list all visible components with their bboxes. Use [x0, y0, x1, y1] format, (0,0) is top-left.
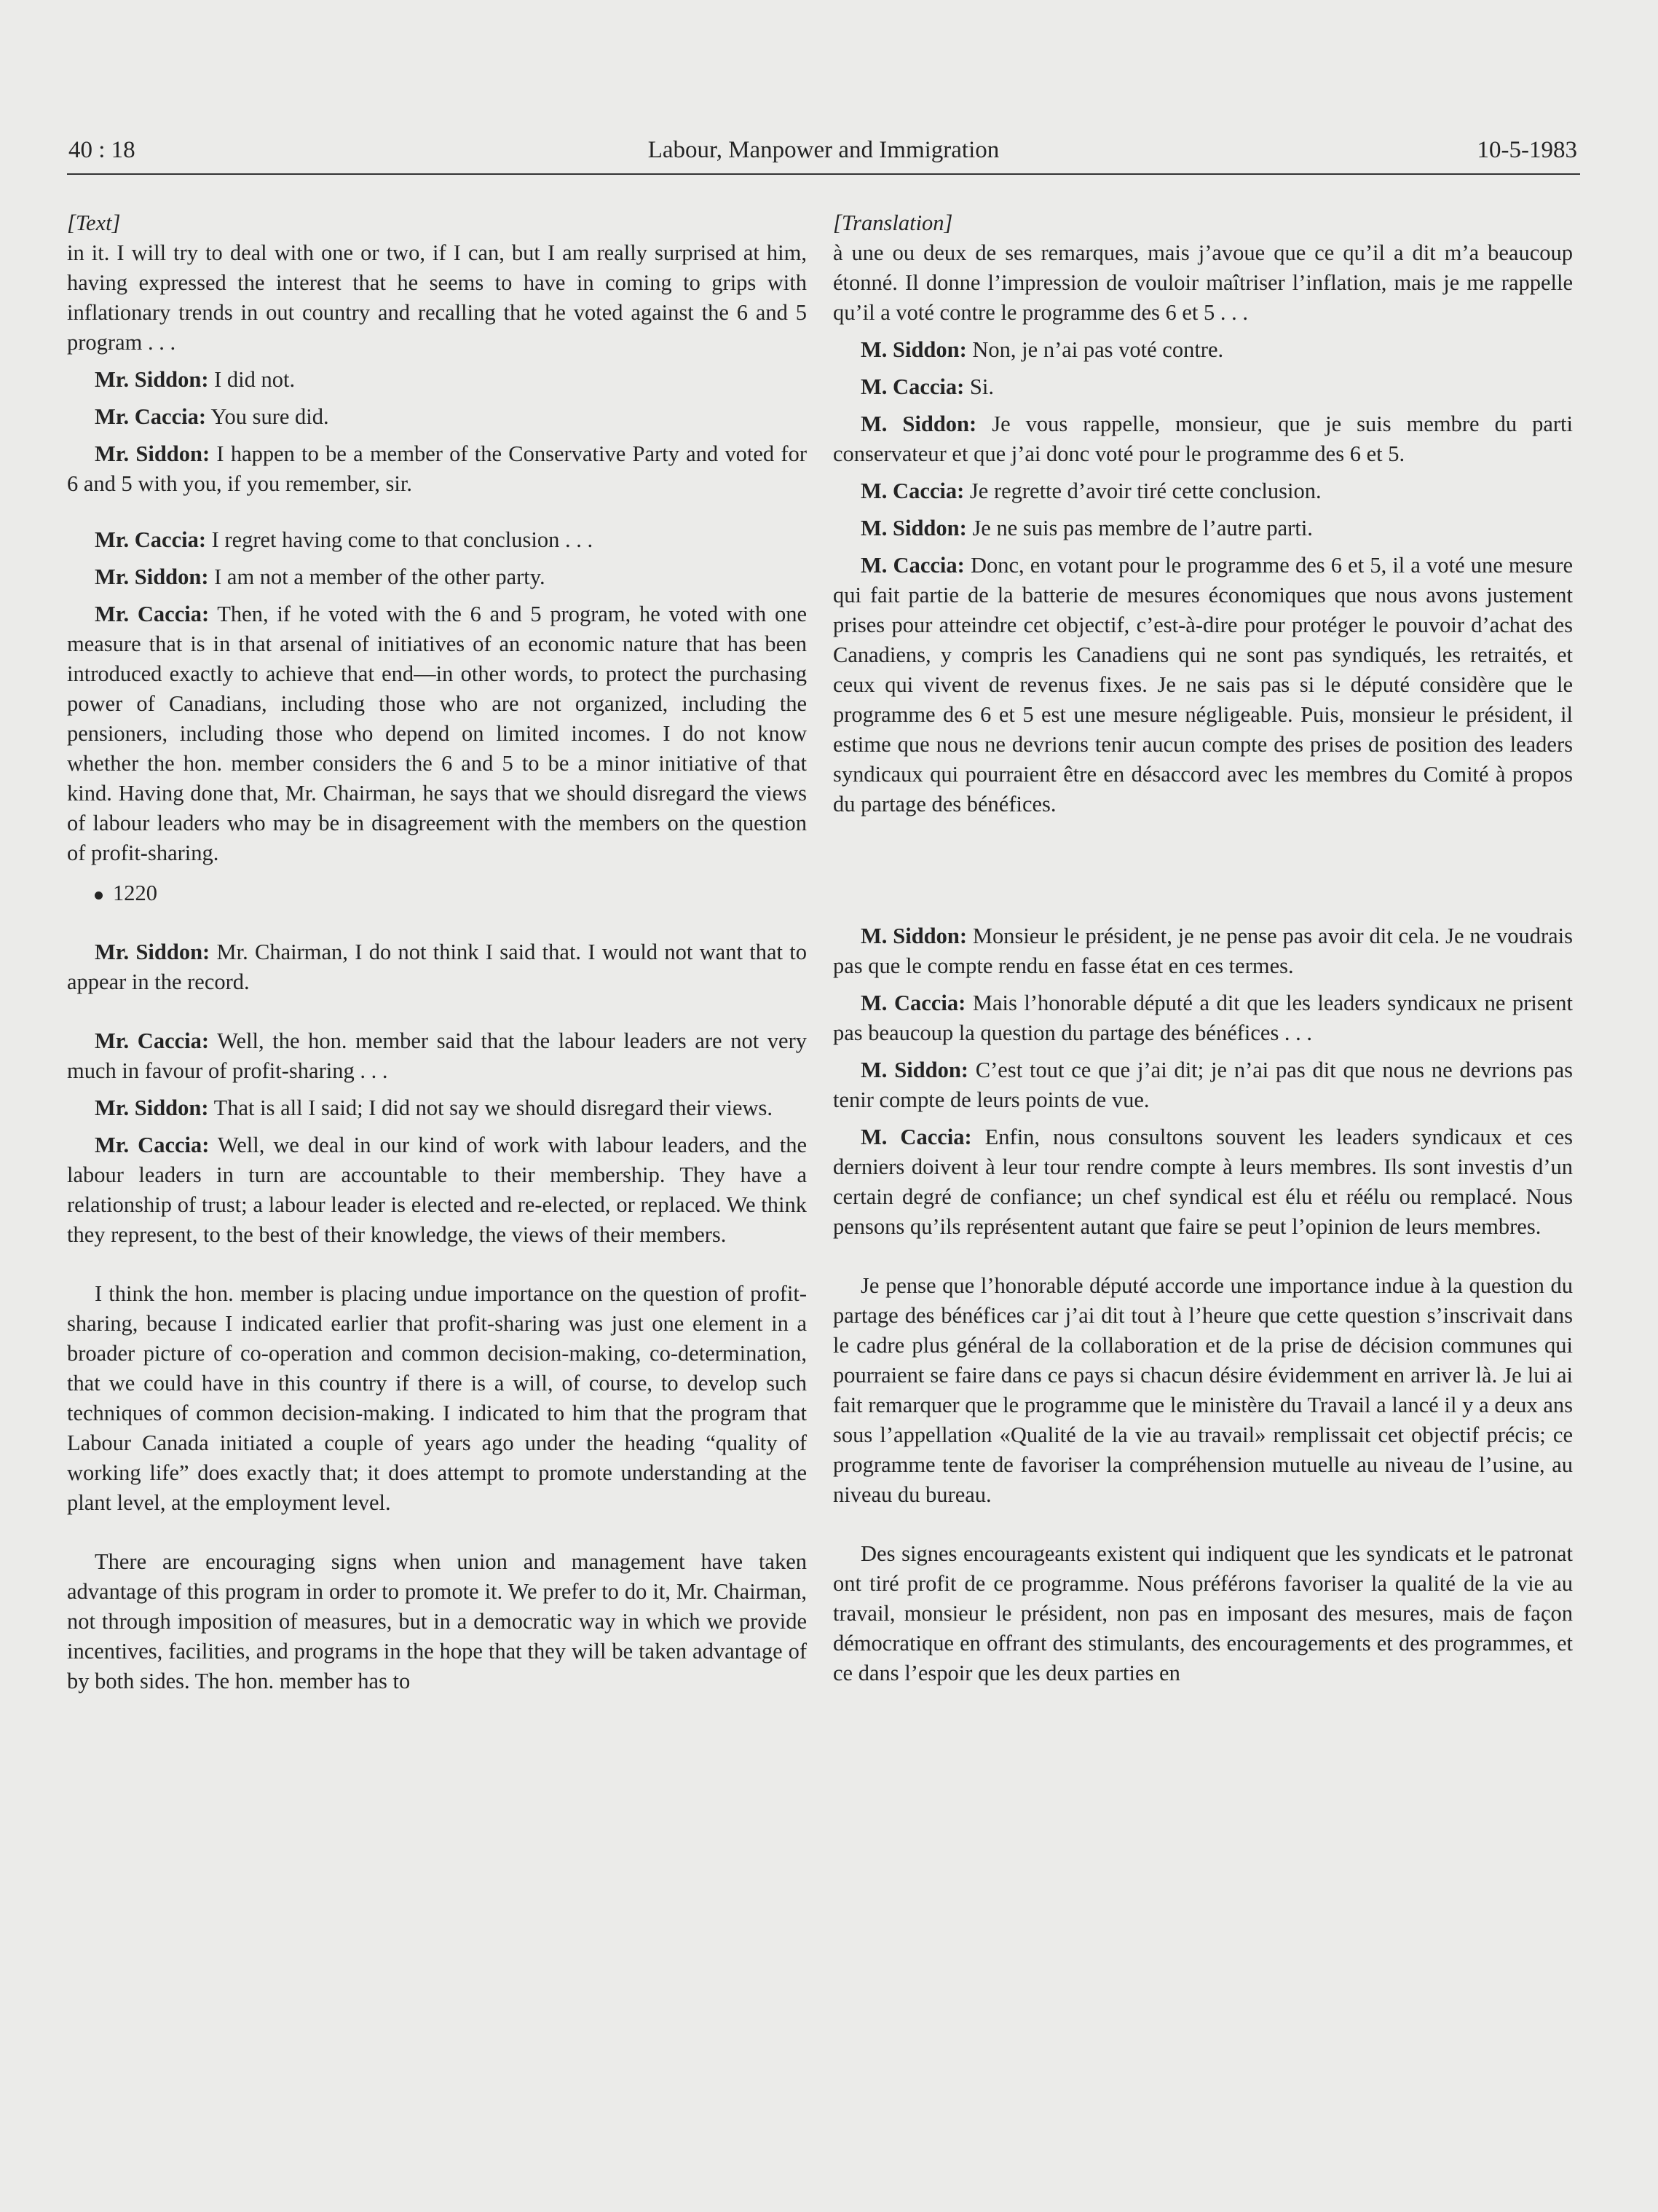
speech-paragraph: M. Siddon: Je vous rappelle, monsieur, que je suis membre du parti conservateur et que j’ai donc voté pour le programme des 6 et 5. [833, 412, 1573, 466]
speech-paragraph: Mr. Caccia: I regret having come to that conclusion . . . [95, 527, 593, 552]
speaker-name: Mr. Siddon: [95, 564, 209, 589]
speaker-name: M. Caccia: [861, 479, 965, 503]
speech-paragraph: Mr. Caccia: You sure did. [95, 404, 329, 429]
paragraph: There are encouraging signs when union and management have taken advantage of this program in order to promote it. We prefer to do it, Mr. Chairman, not through imposition of measures, but in a democratic way in which we provide incentives, facilities, and programs in the hope that they will be taken advantage of by both sides. The hon. member has to [67, 1549, 807, 1693]
speaker-name: M. Caccia: [861, 1125, 972, 1149]
english-column [67, 208, 807, 1696]
speaker-name: Mr. Siddon: [95, 367, 209, 392]
speaker-name: Mr. Caccia: [95, 1133, 210, 1157]
speech-paragraph: Mr. Caccia: Then, if he voted with the 6 and 5 program, he voted with one measure that is in that arsenal of initiatives of an economic nature that has been introduced exactly to achieve that end—in other words, to protect the purchasing power of Canadians, including those who are not organized, including the pensioners, including those who depend on limited incomes. I do not know whether the hon. member considers the 6 and 5 to be a minor initiative of that kind. Having done that, Mr. Chairman, he says that we should disregard the views of labour leaders who may be in disagreement with the members on the question of profit-sharing. [67, 602, 807, 865]
paragraph: I think the hon. member is placing undue importance on the question of profit-sharing, because I indicated earlier that profit-sharing was just one element in a broader picture of co-operation and common decision-making, co-determination, that we could have in this country if there is a will, of course, to develop such techniques of common decision-making. I indicated to him that the program that Labour Canada initiated a couple of years ago under the heading “quality of working life” does exactly that; it does attempt to promote understanding at the plant level, at the employment level. [67, 1281, 807, 1515]
speaker-name: M. Caccia: [861, 553, 965, 578]
column-label: [Translation] [833, 210, 953, 235]
speaker-name: Mr. Siddon: [95, 940, 210, 964]
speaker-name: Mr. Siddon: [95, 441, 210, 466]
speech-paragraph: M. Siddon: C’est tout ce que j’ai dit; je n’ai pas dit que nous ne devrions pas tenir compte de leurs points de vue. [833, 1058, 1573, 1112]
speech-paragraph: Mr. Siddon: I did not. [95, 367, 296, 392]
speaker-name: M. Siddon: [861, 412, 977, 436]
speaker-name: Mr. Caccia: [95, 1028, 210, 1053]
speech-paragraph: M. Caccia: Si. [861, 374, 994, 399]
speaker-name: M. Siddon: [861, 1058, 968, 1082]
speaker-name: M. Siddon: [861, 924, 967, 948]
speaker-name: Mr. Caccia: [95, 527, 207, 552]
speech-paragraph: Mr. Siddon: Mr. Chairman, I do not think I said that. I would not want that to appear in the record. [67, 940, 807, 994]
page-number: 40 : 18 [68, 137, 135, 163]
speaker-name: M. Siddon: [861, 337, 967, 362]
running-title: Labour, Manpower and Immigration [647, 137, 1000, 163]
speech-paragraph: Mr. Siddon: That is all I said; I did not say we should disregard their views. [95, 1095, 773, 1120]
speech-paragraph: Mr. Siddon: I am not a member of the other party. [95, 564, 545, 589]
speaker-name: M. Siddon: [861, 516, 967, 540]
speaker-name: Mr. Siddon: [95, 1095, 209, 1120]
speech-paragraph: Mr. Caccia: Well, we deal in our kind of work with labour leaders, and the labour leaders in turn are accountable to their membership. They have a relationship of trust; a labour leader is elected and re-elected, or replaced. We think they represent, to the best of their knowledge, the views of their members. [67, 1133, 807, 1247]
speaker-name: Mr. Caccia: [95, 404, 207, 429]
page-date: 10-5-1983 [1477, 137, 1577, 163]
paragraph: à une ou deux de ses remarques, mais j’avoue que ce qu’il a dit m’a beaucoup étonné. Il donne l’impression de vouloir maîtriser l’inflation, mais je me rappelle qu’il a voté contre le programme des 6 et 5 . . . [833, 240, 1573, 325]
speaker-name: Mr. Caccia: [95, 602, 210, 626]
speech-paragraph: M. Caccia: Enfin, nous consultons souvent les leaders syndicaux et ces derniers doivent à leur tour rendre compte à leurs membres. Ils sont investis d’un certain degré de confiance; un chef syndical est élu et réélu ou remplacé. Nous pensons qu’ils représentent autant que faire se peut l’opinion de leurs membres. [833, 1125, 1573, 1239]
speech-paragraph: M. Siddon: Je ne suis pas membre de l’autre parti. [861, 516, 1313, 540]
column-label: [Text] [67, 210, 121, 235]
paragraph: Je pense que l’honorable député accorde une importance indue à la question du partage des bénéfices car j’ai dit tout à l’heure que cette question s’inscrivait dans le cadre plus général de la collaboration et de la prise de décision communes qui pourraient se faire dans ce pays si chacun désire évidemment en arriver là. Je lui ai fait remarquer que le programme que le ministère du Travail a lancé il y a deux ans sous l’appellation «Qualité de la vie au travail» remplissait cet objectif précis; ce programme tente de favoriser la compréhension mutuelle au niveau de l’usine, au niveau du bureau. [833, 1273, 1573, 1507]
speech-paragraph: Mr. Siddon: I happen to be a member of the Conservative Party and voted for 6 and 5 with you, if you remember, sir. [67, 441, 807, 496]
paragraph: Des signes encourageants existent qui indiquent que les syndicats et le patronat ont tiré profit de ce programme. Nous préférons favoriser la qualité de la vie au travail, monsieur le président, non pas en imposant des mesures, mais de façon démocratique en offrant des stimulants, des encouragements et des programmes, et ce dans l’espoir que les deux parties en [833, 1541, 1573, 1685]
speech-paragraph: M. Siddon: Non, je n’ai pas voté contre. [861, 337, 1224, 362]
speech-paragraph: M. Caccia: Je regrette d’avoir tiré cette conclusion. [861, 479, 1322, 503]
speech-paragraph: M. Caccia: Donc, en votant pour le programme des 6 et 5, il a voté une mesure qui fait partie de la batterie de mesures économiques que nous avons justement prises pour atteindre cet objectif, c’est-à-dire pour protéger le pouvoir d’achat des Canadiens, y compris les Canadiens qui ne sont pas syndiqués, les retraités, et ceux qui vivent de revenus fixes. Je ne sais pas si le député considère que le programme des 6 et 5 est une mesure négligeable. Puis, monsieur le président, il estime que nous ne devrions tenir aucun compte des prises de position des leaders syndicaux qui pourraient être en désaccord avec les membres du Comité à propos du partage des bénéfices. [833, 553, 1573, 816]
speech-paragraph: M. Siddon: Monsieur le président, je ne pense pas avoir dit cela. Je ne voudrais pas que le compte rendu en fasse état en ces termes. [833, 924, 1573, 978]
time-marker: 1220 [67, 878, 807, 908]
paragraph: in it. I will try to deal with one or two, if I can, but I am really surprised at him, having expressed the interest that he seems to have in coming to grips with inflationary trends in out country and recalling that he voted against the 6 and 5 program . . . [67, 240, 807, 355]
page-header [67, 135, 1580, 175]
bullet-icon [95, 892, 103, 900]
speech-paragraph: M. Caccia: Mais l’honorable député a dit que les leaders syndicaux ne prisent pas beaucoup la question du partage des bénéfices . . . [833, 991, 1574, 1045]
speaker-name: M. Caccia: [861, 991, 966, 1015]
speech-paragraph: Mr. Caccia: Well, the hon. member said that the labour leaders are not very much in favour of profit-sharing . . . [67, 1028, 807, 1083]
french-column [833, 208, 1573, 1688]
speaker-name: M. Caccia: [861, 374, 965, 399]
